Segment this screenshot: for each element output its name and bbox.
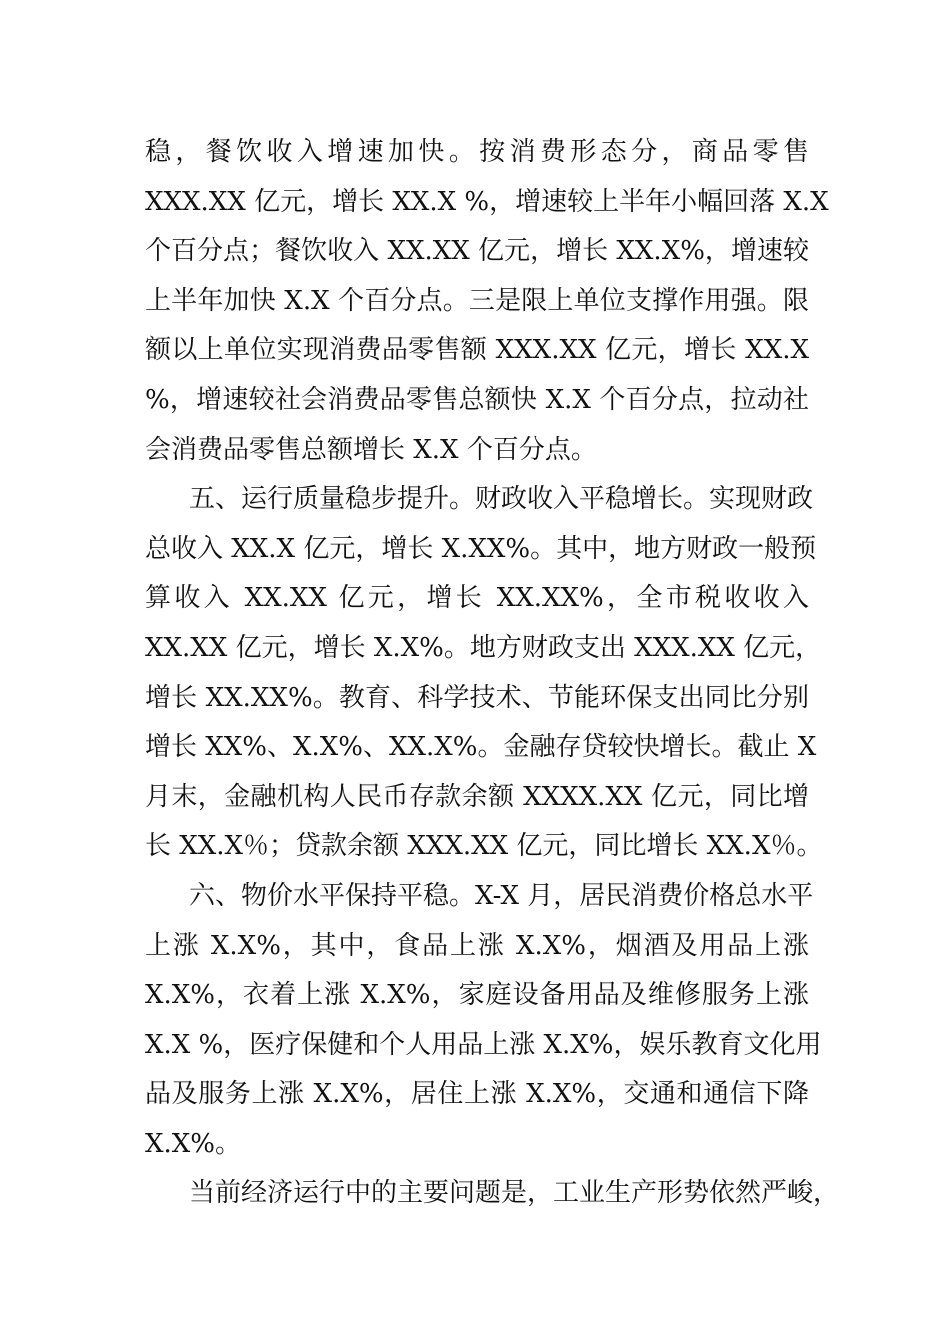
text-line: 上涨 X.X%，其中，食品上涨 X.X%，烟酒及用品上涨 (145, 930, 809, 961)
body-text (145, 128, 840, 1219)
text-line: 六、物价水平保持平稳。X-X 月，居民消费价格总水平 (189, 880, 814, 911)
text-line: 当前经济运行中的主要问题是，工业生产形势依然严峻， (189, 1178, 840, 1209)
text-line: 额以上单位实现消费品零售额 XXX.XX 亿元，增长 XX.X (145, 335, 809, 366)
text-line: 算收入 XX.XX 亿元，增长 XX.XX%，全市税收收入 (145, 583, 809, 614)
text-line: XXX.XX 亿元，增长 XX.X %，增速较上半年小幅回落 X.X (145, 186, 829, 217)
text-line: 稳，餐饮收入增速加快。按消费形态分，商品零售 (145, 137, 809, 167)
text-line: X.X%。 (145, 1128, 241, 1159)
text-line: 增长 XX%、X.X%、XX.X%。金融存贷较快增长。截止 X (145, 732, 817, 763)
text-line: X.X %，医疗保健和个人用品上涨 X.X%，娱乐教育文化用 (145, 1029, 822, 1060)
text-line: 个百分点；餐饮收入 XX.XX 亿元，增长 XX.X%，增速较 (145, 236, 809, 267)
text-line: 品及服务上涨 X.X%，居住上涨 X.X%，交通和通信下降 (145, 1079, 809, 1110)
text-line: 总收入 XX.X 亿元，增长 X.XX%。其中，地方财政一般预 (145, 533, 817, 564)
text-line: XX.XX 亿元，增长 X.X%。地方财政支出 XXX.XX 亿元， (145, 632, 822, 663)
text-line: 五、运行质量稳步提升。财政收入平稳增长。实现财政 (189, 484, 814, 515)
text-line: 增长 XX.XX%。教育、科学技术、节能环保支出同比分别 (145, 682, 809, 713)
text-line: 上半年加快 X.X 个百分点。三是限上单位支撑作用强。限 (145, 285, 809, 316)
text-line: X.X%，衣着上涨 X.X%，家庭设备用品及维修服务上涨 (145, 980, 809, 1011)
text-line: 月末，金融机构人民币存款余额 XXXX.XX 亿元，同比增 (145, 781, 809, 812)
text-line: 会消费品零售总额增长 X.X 个百分点。 (145, 434, 597, 465)
text-line: %，增速较社会消费品零售总额快 X.X 个百分点，拉动社 (145, 384, 809, 415)
text-line: 长 XX.X％；贷款余额 XXX.XX 亿元，同比增长 XX.X％。 (145, 831, 823, 862)
